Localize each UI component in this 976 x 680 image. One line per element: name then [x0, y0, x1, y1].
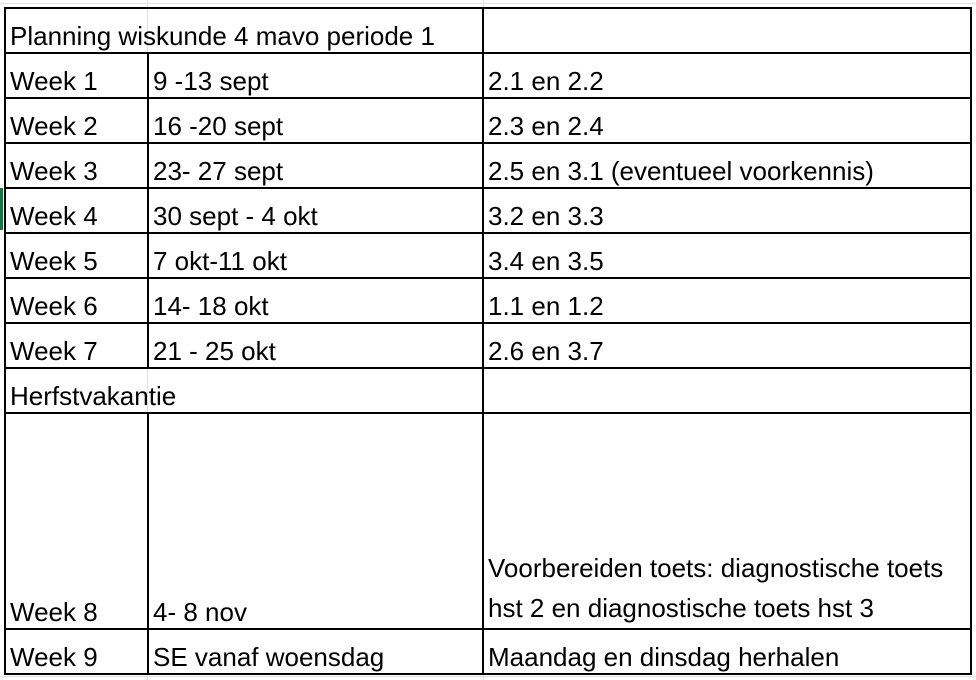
dates-cell[interactable]: 30 sept - 4 okt [148, 188, 483, 233]
week-cell[interactable]: Week 6 [5, 278, 148, 323]
table-row [5, 143, 971, 188]
content-cell[interactable]: 3.4 en 3.5 [483, 233, 971, 278]
dates-cell[interactable]: 16 -20 sept [148, 98, 483, 143]
table-row [5, 53, 971, 98]
content-cell[interactable]: 2.5 en 3.1 (eventueel voorkennis) [483, 143, 971, 188]
empty-cell[interactable] [483, 8, 971, 53]
week-cell[interactable]: Week 8 [5, 413, 148, 629]
vacation-row [5, 368, 971, 413]
content-cell[interactable]: Maandag en dinsdag herhalen [483, 629, 971, 674]
content-cell[interactable]: 3.2 en 3.3 [483, 188, 971, 233]
table-row [5, 98, 971, 143]
week-cell[interactable]: Week 9 [5, 629, 148, 674]
dates-cell[interactable]: SE vanaf woensdag [148, 629, 483, 674]
table-row [5, 188, 971, 233]
dates-cell[interactable]: 14- 18 okt [148, 278, 483, 323]
title-cell[interactable]: Planning wiskunde 4 mavo periode 1 [5, 8, 483, 53]
table-row-week-8 [5, 413, 971, 629]
week-cell[interactable]: Week 3 [5, 143, 148, 188]
content-cell[interactable]: 2.3 en 2.4 [483, 98, 971, 143]
table-row [5, 233, 971, 278]
week-cell[interactable]: Week 4 [5, 188, 148, 233]
empty-cell[interactable] [483, 368, 971, 413]
dates-cell[interactable]: 9 -13 sept [148, 53, 483, 98]
table-row [5, 278, 971, 323]
week-cell[interactable]: Week 1 [5, 53, 148, 98]
content-cell[interactable]: 1.1 en 1.2 [483, 278, 971, 323]
dates-cell[interactable]: 21 - 25 okt [148, 323, 483, 368]
dates-cell[interactable]: 23- 27 sept [148, 143, 483, 188]
content-cell[interactable]: 2.1 en 2.2 [483, 53, 971, 98]
content-cell[interactable]: 2.6 en 3.7 [483, 323, 971, 368]
week-cell[interactable]: Week 5 [5, 233, 148, 278]
active-cell-indicator [0, 188, 3, 230]
week-cell[interactable]: Week 2 [5, 98, 148, 143]
dates-cell[interactable]: 7 okt-11 okt [148, 233, 483, 278]
table-row [5, 323, 971, 368]
dates-cell[interactable]: 4- 8 nov [148, 413, 483, 629]
content-cell[interactable]: Voorbereiden toets: diagnostische toets hst 2 en diagnostische toets hst 3 [483, 413, 971, 629]
table-row-week-9 [5, 629, 971, 674]
vacation-cell[interactable]: Herfstvakantie [5, 368, 483, 413]
planning-table [4, 7, 972, 675]
week-cell[interactable]: Week 7 [5, 323, 148, 368]
title-row [5, 8, 971, 53]
